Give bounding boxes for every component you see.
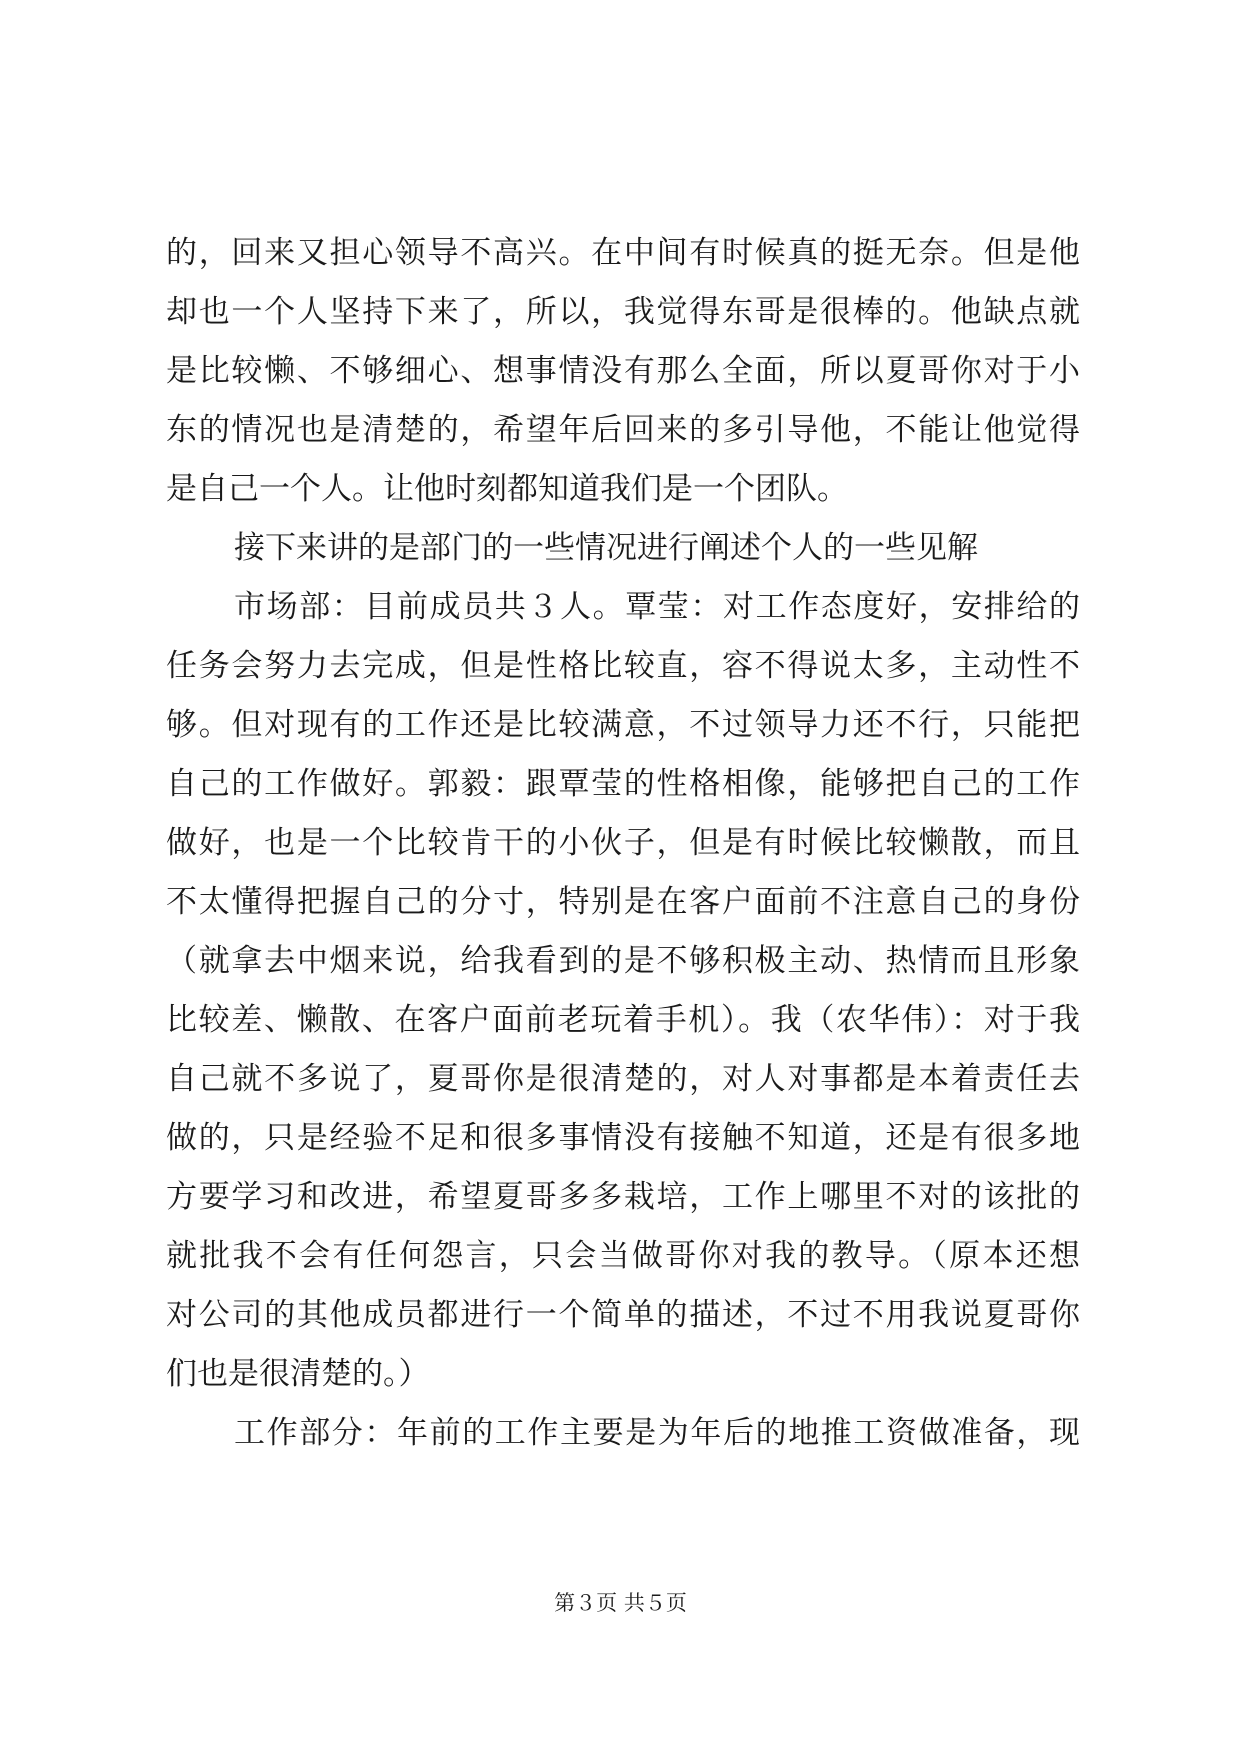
text-line: 自己的工作做好。郭毅：跟覃莹的性格相像，能够把自己的工作 [166,766,1080,802]
text-line: 对公司的其他成员都进行一个简单的描述，不过不用我说夏哥你 [166,1297,1080,1333]
text-line: 是自己一个人。让他时刻都知道我们是一个团队。 [166,471,848,507]
page-number-footer: 第３页 共５页 [554,1591,687,1615]
text-line: 做的，只是经验不足和很多事情没有接触不知道，还是有很多地 [166,1120,1080,1156]
text-line: 工作部分：年前的工作主要是为年后的地推工资做准备，现 [234,1415,1080,1451]
text-line: 任务会努力去完成，但是性格比较直，容不得说太多，主动性不 [166,648,1080,684]
text-line: 却也一个人坚持下来了，所以，我觉得东哥是很棒的。他缺点就 [166,294,1080,330]
text-line: 就批我不会有任何怨言，只会当做哥你对我的教导。（原本还想 [166,1238,1080,1274]
text-line: 自己就不多说了，夏哥你是很清楚的，对人对事都是本着责任去 [166,1061,1080,1097]
text-line: 不太懂得把握自己的分寸，特别是在客户面前不注意自己的身份 [166,884,1080,920]
document-body [166,224,1080,1463]
text-line: 接下来讲的是部门的一些情况进行阐述个人的一些见解 [234,530,978,566]
text-line: 市场部：目前成员共３人。覃莹：对工作态度好，安排给的 [234,589,1080,625]
text-line: 们也是很清楚的。） [166,1356,430,1392]
text-line: 做好，也是一个比较肯干的小伙子，但是有时候比较懒散，而且 [166,825,1080,861]
text-line: 比较差、懒散、在客户面前老玩着手机）。我（农华伟）：对于我 [166,1002,1080,1038]
text-line: 够。但对现有的工作还是比较满意，不过领导力还不行，只能把 [166,707,1080,743]
text-line: （就拿去中烟来说，给我看到的是不够积极主动、热情而且形象 [166,943,1080,979]
text-line: 是比较懒、不够细心、想事情没有那么全面，所以夏哥你对于小 [166,353,1080,389]
text-line: 东的情况也是清楚的，希望年后回来的多引导他，不能让他觉得 [166,412,1080,448]
text-line: 方要学习和改进，希望夏哥多多栽培，工作上哪里不对的该批的 [166,1179,1080,1215]
text-line: 的，回来又担心领导不高兴。在中间有时候真的挺无奈。但是他 [166,235,1080,271]
